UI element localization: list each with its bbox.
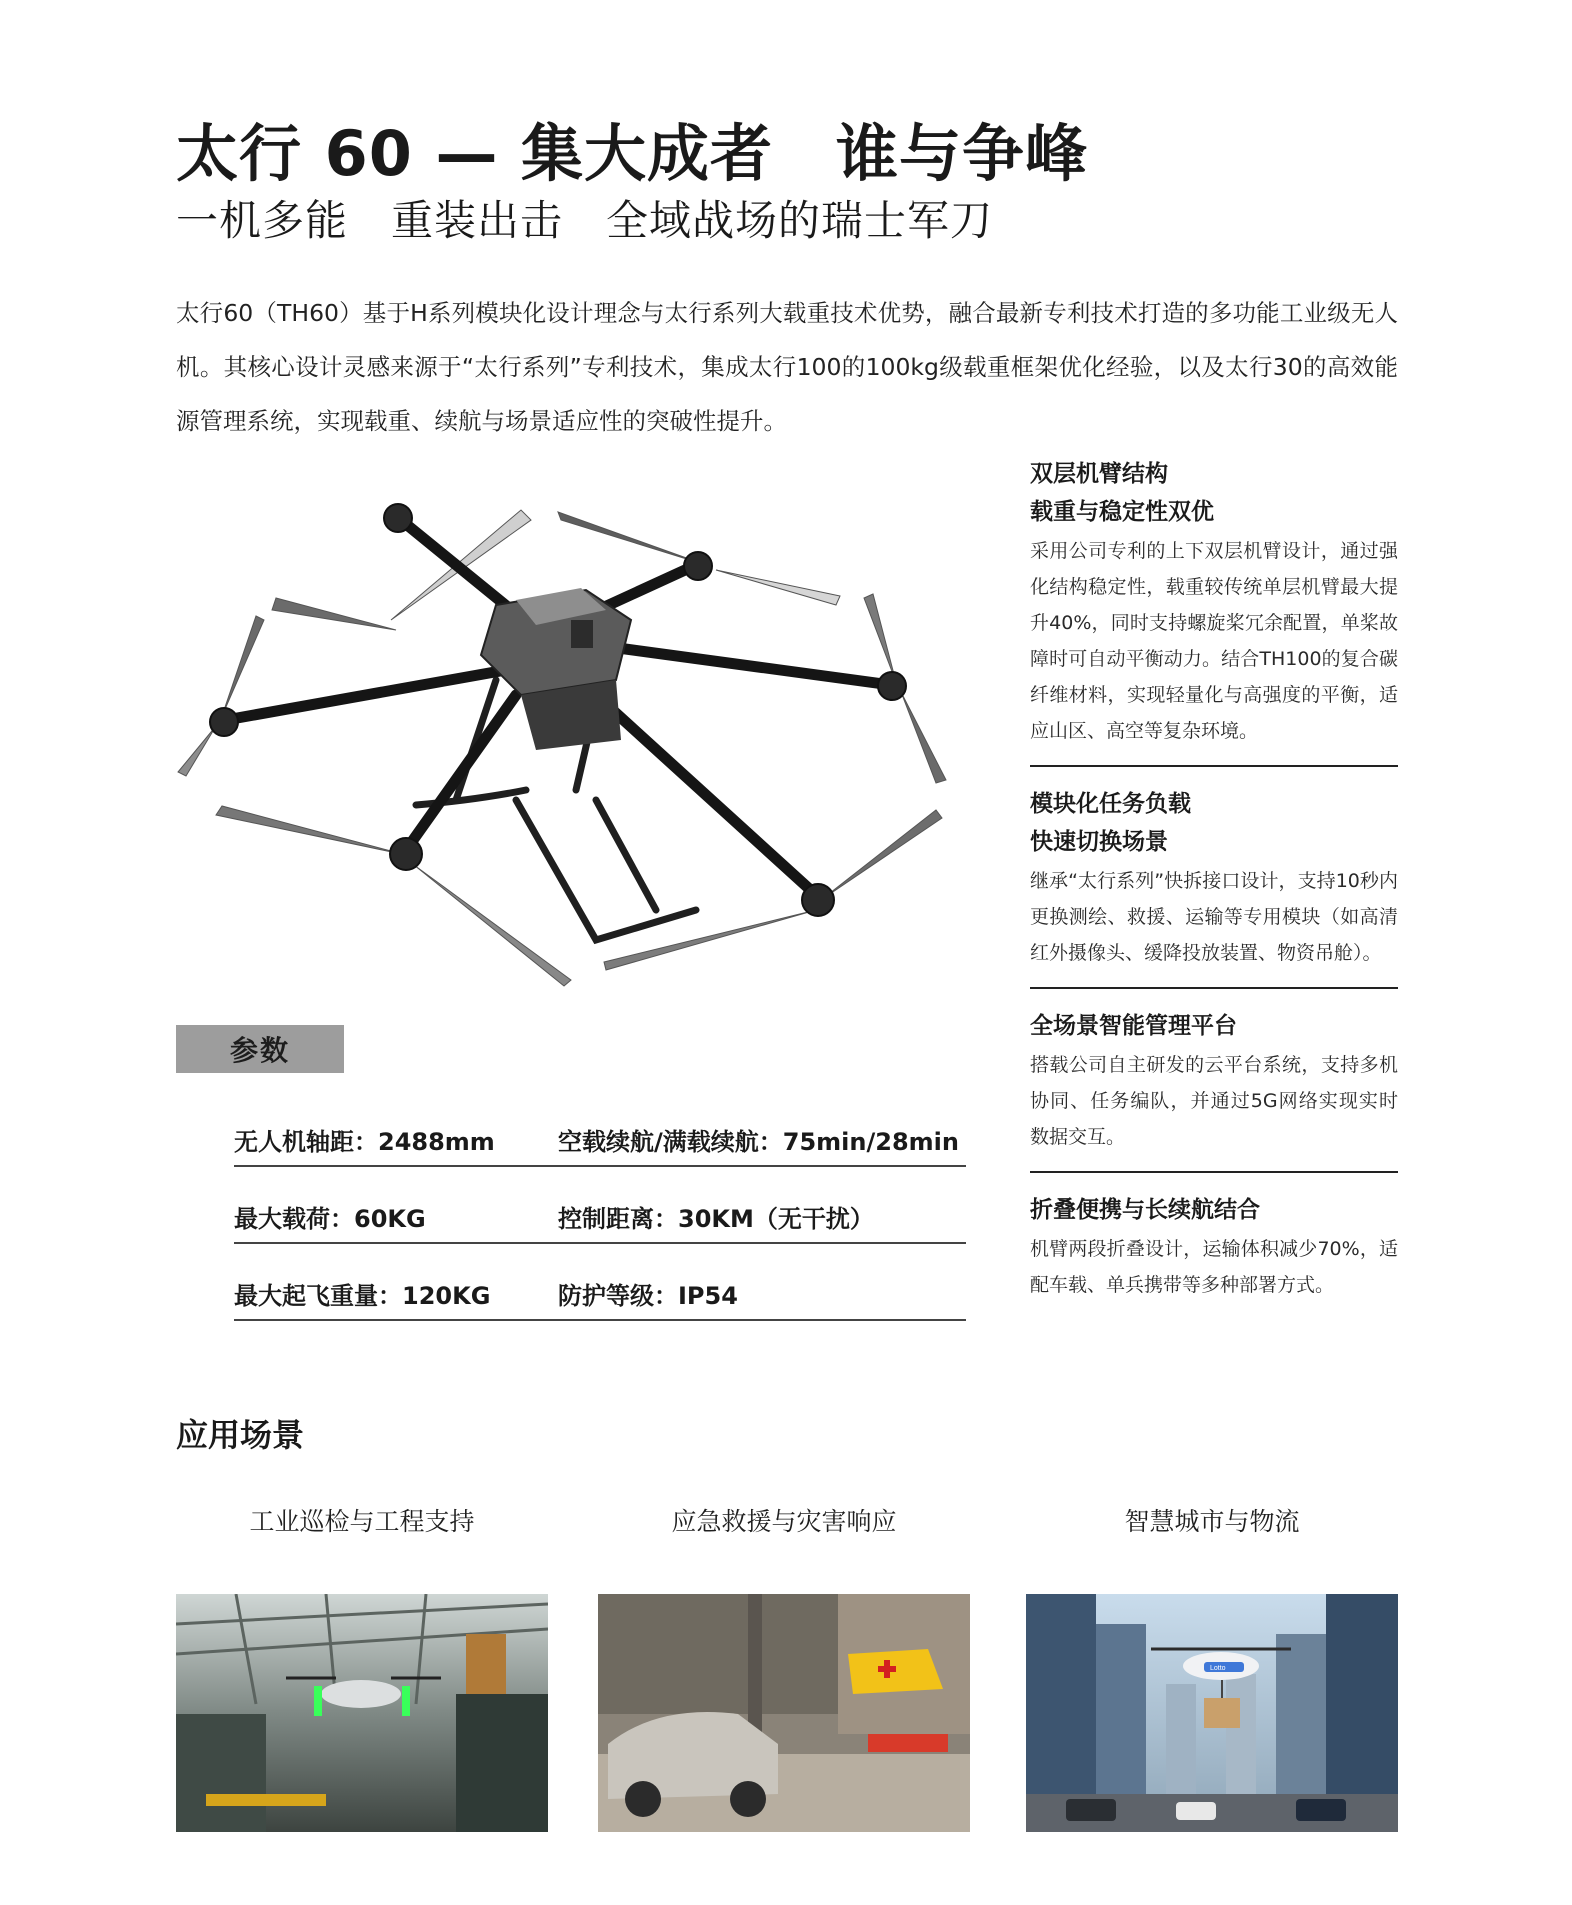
drone-product-image: [176, 470, 996, 990]
application-label: 智慧城市与物流: [1124, 1507, 1300, 1536]
feature-title: 折叠便携与长续航结合: [1030, 1197, 1260, 1223]
feature-title: 双层机臂结构: [1030, 461, 1168, 487]
spec-item: 防护等级：IP54: [558, 1282, 738, 1310]
feature-card: [1030, 1007, 1398, 1173]
spec-row: [234, 1090, 966, 1167]
page-title: 太行 60 — 集大成者 谁与争峰: [176, 117, 1089, 190]
feature-card: [1030, 455, 1398, 767]
spec-item: 无人机轴距：2488mm: [234, 1128, 495, 1156]
hexacopter-drone-illustration: [176, 470, 996, 990]
spec-row: [234, 1167, 966, 1244]
application-card-city: [1026, 1502, 1398, 1832]
features-column: [1030, 455, 1398, 1337]
spec-item: 最大载荷：60KG: [234, 1205, 426, 1233]
industrial-inspection-image: [176, 1594, 548, 1832]
page-subtitle: 一机多能 重装出击 全域战场的瑞士军刀: [176, 196, 994, 245]
feature-description: 采用公司专利的上下双层机臂设计，通过强化结构稳定性，载重较传统单层机臂最大提升40%，同时支持螺旋桨冗余配置，单桨故障时可自动平衡动力。结合TH100的复合碳纤维材料，实现轻量化与高强度的平衡，适应山区、高空等复杂环境。: [1030, 540, 1398, 742]
feature-card: [1030, 785, 1398, 989]
spec-item: 最大起飞重量：120KG: [234, 1282, 491, 1310]
feature-title: 模块化任务负载: [1030, 791, 1191, 817]
application-label: 工业巡检与工程支持: [249, 1507, 475, 1536]
feature-description: 继承“太行系列”快拆接口设计，支持10秒内更换测绘、救援、运输等专用模块（如高清红外摄像头、缓降投放装置、物资吊舱）。: [1030, 870, 1398, 964]
intro-paragraph: 太行60（TH60）基于H系列模块化设计理念与太行系列大载重技术优势，融合最新专利技术打造的多功能工业级无人机。其核心设计灵感来源于“太行系列”专利技术，集成太行100的100kg级载重框架优化经验，以及太行30的高效能源管理系统，实现载重、续航与场景适应性的突破性提升。: [176, 299, 1398, 435]
feature-description: 搭载公司自主研发的云平台系统，支持多机协同、任务编队，并通过5G网络实现实时数据交互。: [1030, 1054, 1398, 1148]
feature-card: [1030, 1191, 1398, 1319]
feature-title: 全场景智能管理平台: [1030, 1013, 1237, 1039]
smart-city-logistics-image: [1026, 1594, 1398, 1832]
specs-table: [234, 1090, 966, 1321]
spec-item: 空载续航/满载续航：75min/28min: [558, 1128, 959, 1156]
application-label: 应急救援与灾害响应: [671, 1507, 897, 1536]
feature-subtitle: 快速切换场景: [1030, 829, 1168, 855]
application-card-rescue: [598, 1502, 970, 1832]
feature-subtitle: 载重与稳定性双优: [1030, 499, 1214, 525]
emergency-rescue-image: [598, 1594, 970, 1832]
application-card-industrial: [176, 1502, 548, 1832]
feature-description: 机臂两段折叠设计，运输体积减少70%，适配车载、单兵携带等多种部署方式。: [1030, 1238, 1398, 1296]
motor-label: CW: [402, 880, 417, 890]
applications-heading: 应用场景: [176, 1416, 305, 1454]
spec-item: 控制距离：30KM（无干扰）: [558, 1205, 874, 1233]
package-box-label: Lotto: [1210, 1665, 1226, 1672]
params-label: 参数: [176, 1025, 344, 1073]
spec-row: [234, 1244, 966, 1321]
